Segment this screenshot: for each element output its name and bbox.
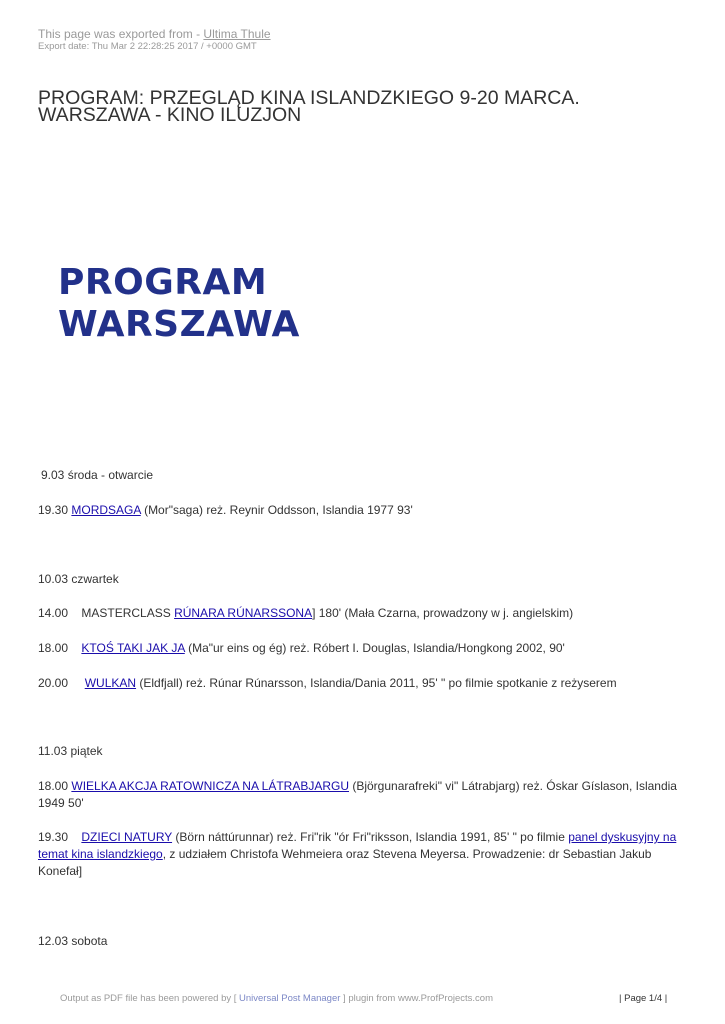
film-link-wielka-akcja[interactable]: WIELKA AKCJA RATOWNICZA NA LÁTRABJARGU [71,779,349,793]
film-link-dzieci-natury[interactable]: DZIECI NATURY [81,830,173,844]
entry-details: (Ma"ur eins og ég) reż. Róbert I. Douglas, Islandia/Hongkong 2002, 90' [184,641,565,655]
program-warszawa-image [58,262,300,346]
program-entry-wulkan [38,675,678,692]
day-heading-9-03: 9.03 środa - otwarcie [41,468,154,482]
pdf-footer [60,993,493,1004]
export-notice [38,27,271,41]
image-line-program: PROGRAM [58,262,268,303]
entry-time: 19.30 [38,830,82,844]
entry-details-continued: , z udziałem Christofa Wehmeiera oraz Stevena Meyersa. Prowadzenie: dr Sebastian Jakub Konefał] [38,847,652,878]
entry-details: (Eldfjall) reż. Rúnar Rúnarsson, Islandia/Dania 2011, 95' " po filmie spotkanie z reżyserem [136,676,617,690]
film-link-ktos-taki-jak-ja[interactable]: KTOŚ TAKI JAK JA [81,641,185,655]
footer-suffix: ] plugin from www.ProfProjects.com [340,993,493,1004]
entry-details: (Börn náttúrunnar) reż. Fri"rik "ór Fri"riksson, Islandia 1991, 85' " po filmie [172,830,569,844]
image-line-warszawa: WARSZAWA [58,304,300,345]
entry-time: 19.30 [38,503,72,517]
page-number: | Page 1/4 | [619,993,668,1004]
day-heading-11-03: 11.03 piątek [38,744,103,758]
film-link-wulkan[interactable]: WULKAN [84,676,137,690]
program-entry-mordsaga [38,502,678,519]
footer-prefix: Output as PDF file has been powered by [ [60,993,240,1004]
entry-time: 18.00 [38,779,72,793]
program-entry-masterclass [38,605,678,622]
program-entry-dzieci-natury [38,829,678,880]
export-prefix: This page was exported from - [38,27,204,41]
entry-time: 14.00 MASTERCLASS [38,606,175,620]
film-link-mordsaga[interactable]: MORDSAGA [71,503,141,517]
export-date: Export date: Thu Mar 2 22:28:25 2017 / +0000 GMT [38,41,257,52]
day-heading-10-03: 10.03 czwartek [38,572,119,586]
panel-discussion-link[interactable]: panel dyskusyjny na temat kina islandzkiego [38,830,677,861]
site-link[interactable]: Ultima Thule [203,27,271,41]
plugin-name: Universal Post Manager [239,993,341,1004]
program-entry-ktos-taki-jak-ja [38,640,678,657]
program-entry-latrabjarg [38,778,678,812]
day-heading-12-03: 12.03 sobota [38,934,108,948]
link-runar-runarsson[interactable]: RÚNARA RÚNARSSONA [174,606,313,620]
entry-details: ] 180' (Mała Czarna, prowadzony w j. angielskim) [312,606,574,620]
page-title: PROGRAM: PRZEGLĄD KINA ISLANDZKIEGO 9-20 MARCA. WARSZAWA - KINO ILUZJON [38,87,580,126]
entry-time: 18.00 [38,641,82,655]
entry-details: (Björgunarafreki" vi" Látrabjarg) reż. Óskar Gíslason, Islandia 1949 50' [38,779,677,810]
entry-details: (Mor"saga) reż. Reynir Oddsson, Islandia 1977 93' [140,503,413,517]
entry-time: 20.00 [38,676,85,690]
